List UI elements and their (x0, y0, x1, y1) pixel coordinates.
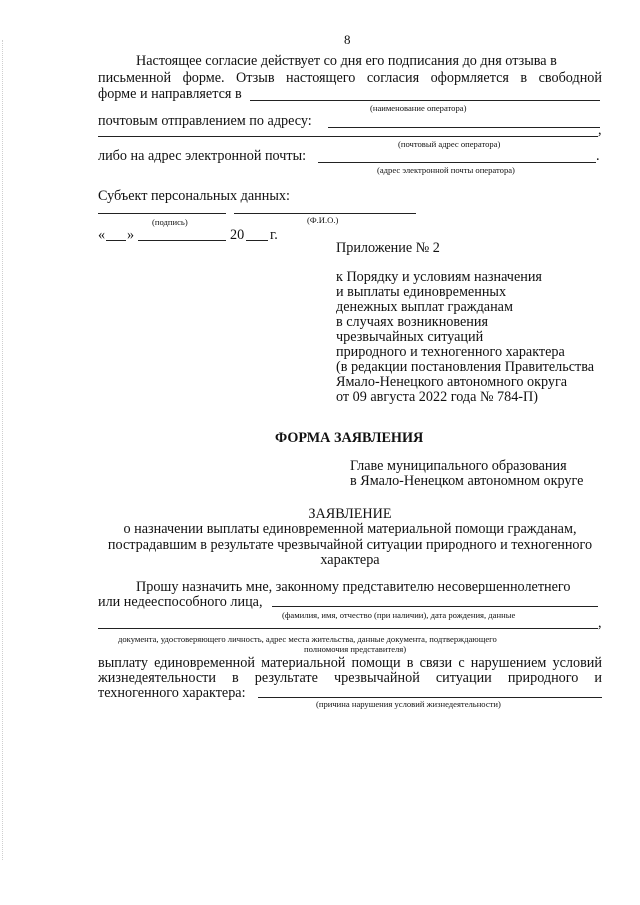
appendix-line: чрезвычайных ситуаций (336, 329, 484, 345)
caption-fio: (Ф.И.О.) (307, 215, 339, 225)
payment-line-1: выплату единовременной материальной помощи в связи с нарушением условий (98, 655, 602, 671)
subject-label: Субъект персональных данных: (98, 188, 290, 204)
addressee-line-1: Главе муниципального образования (350, 458, 567, 474)
statement-subtitle-line: о назначении выплаты единовременной материальной помощи гражданам, (123, 521, 577, 537)
email-label: либо на адрес электронной почты: (98, 148, 307, 164)
page-number: 8 (344, 32, 351, 47)
signature-field[interactable] (98, 213, 226, 214)
caption-operator-name: (наименование оператора) (370, 103, 467, 113)
addressee-line-2: в Ямало-Ненецком автономном округе (350, 473, 584, 489)
payment-line-2: жизнедеятельности в результате чрезвычайной ситуации природного и (98, 670, 602, 686)
appendix-line: денежных выплат гражданам (336, 299, 513, 315)
appendix-line: (в редакции постановления Правительства (336, 359, 595, 375)
appendix-title: Приложение № 2 (336, 240, 440, 256)
applicant-details-field-1[interactable] (272, 606, 598, 607)
statement-subtitle-line: пострадавшим в результате чрезвычайной ситуации природного и техногенного (107, 537, 593, 553)
document-page: 8 Настоящее согласие действует со дня его подписания до дня отзыва в письменной форме. Отзыв настоящего согласия оформляется в свободной форме и направляется в (наименование оператора) почтовым отправлением по адресу: , (почтовый адрес оператора) либо на адрес электронной почты: . (адрес электронной почты оператора) Субъект персональных данных: (подпись) (Ф.И.О.) « » 20 г. Приложение № 2 к Порядку и условиям назначения и выплаты единовременных денежных выплат гражданам в случаях возникновения чрезвычайных ситуаций природного и техногенного характера (в редакции постановления Правительства Ямало-Ненецкого автономного округа от 09 августа 2022 года № 784-П) ФОРМА ЗАЯВЛЕНИЯ Главе муниципального образования в Ямало-Ненецком автономном округе ЗАЯВЛЕНИЕ о назначении выплаты единовременной материальной помощи гражданам, пострадавшим в результате чрезвычайной ситуации природного и техногенного характера Прошу назначить мне, законному представителю несовершеннолетнего или недееспособного лица, (фамилия, имя, отчество (при наличии), дата рождения, данные , документа, удостоверяющего личность, адрес места жительства, данные документа, подтверждающего полномочия представителя) выплату единовременной материальной помощи в связи с нарушением условий жизнедеятельности в результате чрезвычайной ситуации природного и техногенного характера: (причина нарушения условий жизнедеятельности) (0, 0, 640, 905)
request-line-1: Прошу назначить мне, законному представителю несовершеннолетнего (136, 579, 571, 595)
caption-person-1: (фамилия, имя, отчество (при наличии), дата рождения, данные (282, 610, 516, 620)
date-year-suffix: г. (270, 227, 278, 243)
date-year-field[interactable] (246, 240, 268, 241)
date-month-field[interactable] (138, 240, 226, 241)
statement-heading: ЗАЯВЛЕНИЕ (308, 506, 392, 522)
date-close-quote: » (127, 227, 135, 243)
appendix-line: и выплаты единовременных (336, 284, 507, 300)
form-title: ФОРМА ЗАЯВЛЕНИЯ (275, 430, 424, 446)
operator-name-field[interactable] (250, 100, 600, 101)
caption-email: (адрес электронной почты оператора) (377, 165, 515, 175)
payment-line-3: техногенного характера: (98, 685, 246, 701)
postal-address-field-1[interactable] (328, 127, 600, 128)
scan-edge-marks (2, 40, 9, 860)
caption-person-2: документа, удостоверяющего личность, адрес места жительства, данные документа, подтверждающего (118, 634, 497, 644)
consent-line-2: письменной форме. Отзыв настоящего согласия оформляется в свободной (98, 70, 602, 86)
date-year-prefix: 20 (230, 227, 245, 243)
email-field[interactable] (318, 162, 596, 163)
fio-field[interactable] (234, 213, 416, 214)
consent-line-3: форме и направляется в (98, 86, 242, 102)
appendix-line: от 09 августа 2022 года № 784-П) (336, 389, 539, 405)
reason-field[interactable] (258, 697, 602, 698)
caption-reason: (причина нарушения условий жизнедеятельности) (316, 699, 501, 709)
caption-person-3: полномочия представителя) (304, 644, 407, 654)
postal-address-field-2[interactable] (98, 136, 598, 137)
request-line-2: или недееспособного лица, (98, 594, 263, 610)
appendix-line: Ямало-Ненецкого автономного округа (336, 374, 568, 390)
postal-label: почтовым отправлением по адресу: (98, 113, 312, 129)
appendix-line: природного и техногенного характера (336, 344, 565, 360)
date-open-quote: « (98, 227, 106, 243)
applicant-details-field-2[interactable] (98, 628, 598, 629)
consent-line-1: Настоящее согласие действует со дня его подписания до дня отзыва в (136, 53, 557, 69)
appendix-line: к Порядку и условиям назначения (336, 269, 542, 285)
date-day-field[interactable] (106, 240, 126, 241)
statement-subtitle-line: характера (320, 552, 380, 568)
appendix-line: в случаях возникновения (336, 314, 489, 330)
caption-postal: (почтовый адрес оператора) (398, 139, 501, 149)
caption-signature: (подпись) (152, 217, 188, 227)
